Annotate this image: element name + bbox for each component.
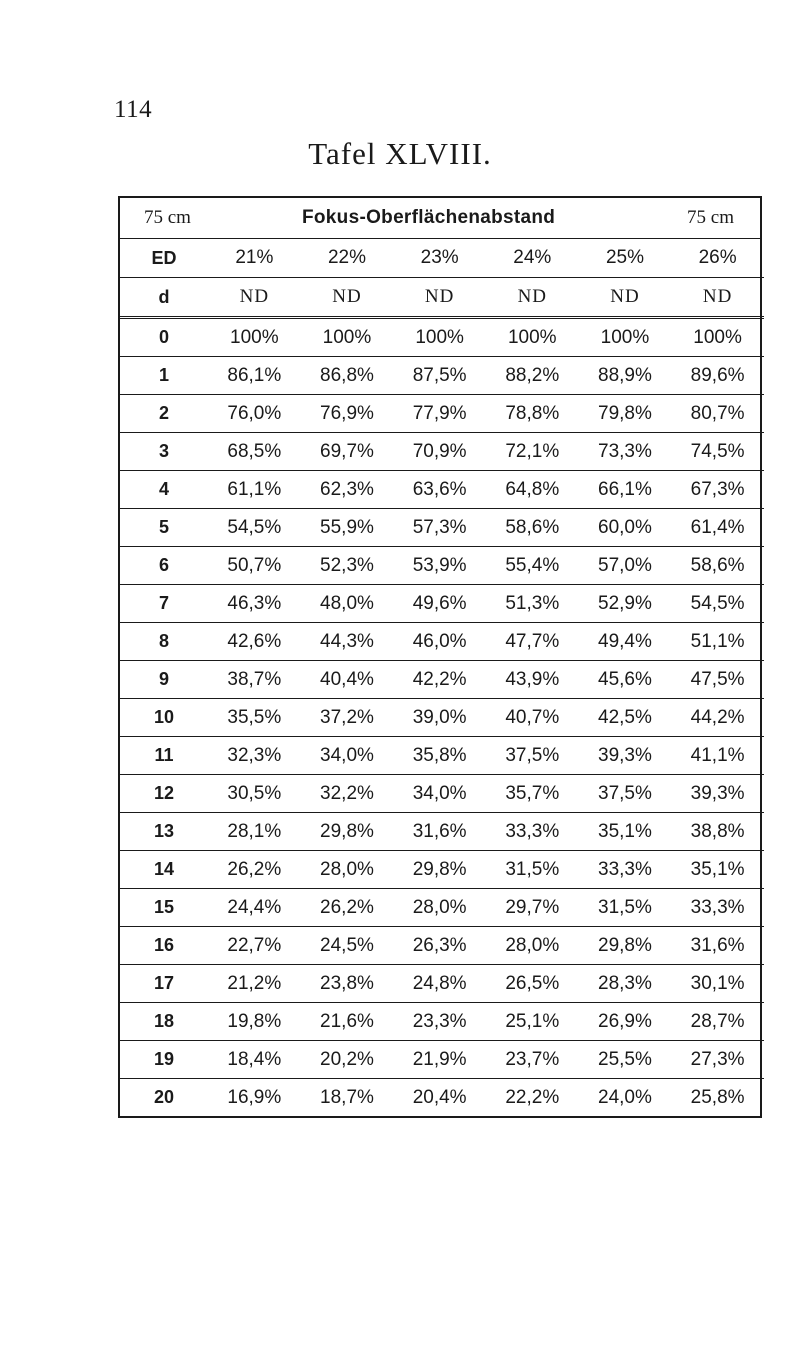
dose-cell: 73,3% [579,433,672,471]
dose-cell: 23,3% [393,1003,486,1041]
depth-cell: 12 [120,775,208,813]
dose-cell: 20,4% [412,1086,467,1108]
dose-cell: 35,5% [208,699,301,737]
dose-cell: 18,7% [320,1086,374,1108]
table-row [120,585,764,623]
dose-cell: 40,4% [301,661,394,699]
dose-cell: 35,1% [671,851,764,889]
depth-column-label: d [120,278,208,318]
dose-cell: 88,2% [486,357,579,395]
depth-cell: 20 [153,1087,175,1107]
depth-cell: 13 [120,813,208,851]
dose-cell: 32,3% [208,737,301,775]
dose-cell: 34,0% [301,737,394,775]
distance-label-left: 75 cm [144,207,191,228]
table-row [120,737,764,775]
dose-cell: 76,0% [208,395,301,433]
dose-cell: 88,9% [579,357,672,395]
distance-label-right: 75 cm [687,207,734,228]
dose-cell: 49,6% [393,585,486,623]
table-row [120,1041,764,1079]
ed-row [120,239,764,278]
dose-cell: 63,6% [393,471,486,509]
table-row [120,699,764,737]
dose-cell: 57,0% [579,547,672,585]
depth-cell: 19 [120,1041,208,1079]
dose-cell: 47,7% [486,623,579,661]
dose-cell: 23,7% [486,1041,579,1079]
dose-cell: 25,8% [690,1086,745,1108]
dose-cell: 43,9% [486,661,579,699]
dose-cell: 58,6% [486,509,579,547]
table-row [120,623,764,661]
depth-cell: 0 [120,318,208,357]
dose-cell: 57,3% [393,509,486,547]
ed-value: 22% [301,239,394,278]
dose-cell: 54,5% [208,509,301,547]
nd-label: ND [671,278,764,318]
dose-cell: 19,8% [208,1003,301,1041]
dose-cell: 100% [579,318,672,357]
nd-label: ND [393,278,486,318]
dose-cell: 100% [208,318,301,357]
depth-cell: 9 [120,661,208,699]
dose-cell: 46,0% [393,623,486,661]
dose-cell: 18,4% [208,1041,301,1079]
nd-label: ND [208,278,301,318]
dose-cell: 33,3% [579,851,672,889]
dose-cell: 25,1% [486,1003,579,1041]
dose-cell: 55,4% [486,547,579,585]
dose-cell: 55,9% [301,509,394,547]
dose-cell: 100% [486,318,579,357]
nd-label: ND [579,278,672,318]
dose-cell: 29,8% [579,927,672,965]
data-table-frame [118,196,762,1118]
dose-cell: 39,0% [393,699,486,737]
dose-cell: 31,5% [579,889,672,927]
dose-cell: 58,6% [671,547,764,585]
dose-cell: 24,5% [301,927,394,965]
dose-cell: 29,7% [486,889,579,927]
ed-value: 24% [486,239,579,278]
depth-cell: 6 [120,547,208,585]
dose-cell: 69,7% [301,433,394,471]
dose-cell: 77,9% [393,395,486,433]
dose-cell: 35,1% [579,813,672,851]
dose-cell: 21,2% [208,965,301,1003]
ed-value: 21% [208,239,301,278]
table-row [120,471,764,509]
dose-cell: 26,3% [393,927,486,965]
dose-cell: 100% [301,318,394,357]
dose-cell: 64,8% [486,471,579,509]
table-row [120,509,764,547]
dose-cell: 49,4% [579,623,672,661]
dose-cell: 31,5% [486,851,579,889]
depth-cell: 5 [120,509,208,547]
depth-cell: 10 [120,699,208,737]
dose-cell: 37,5% [579,775,672,813]
dose-cell: 28,7% [671,1003,764,1041]
dose-cell: 39,3% [579,737,672,775]
dose-cell: 35,7% [486,775,579,813]
dose-cell: 52,9% [579,585,672,623]
dose-cell: 28,0% [393,889,486,927]
depth-cell: 4 [120,471,208,509]
dose-cell: 22,7% [208,927,301,965]
table-row [120,889,764,927]
table-body [120,239,764,1116]
dose-cell: 80,7% [671,395,764,433]
dose-cell: 68,5% [208,433,301,471]
dose-cell: 35,8% [393,737,486,775]
table-row [120,965,764,1003]
dose-cell: 86,1% [208,357,301,395]
dose-cell: 28,3% [579,965,672,1003]
dose-cell: 48,0% [301,585,394,623]
table-row [120,318,764,357]
dose-cell: 26,2% [301,889,394,927]
dose-cell: 28,1% [208,813,301,851]
dose-cell: 21,9% [393,1041,486,1079]
dose-cell: 54,5% [671,585,764,623]
table-header-bar [120,198,760,239]
dose-cell: 45,6% [579,661,672,699]
dose-cell: 100% [393,318,486,357]
dose-cell: 47,5% [671,661,764,699]
dose-cell: 38,7% [208,661,301,699]
dose-cell: 52,3% [301,547,394,585]
depth-cell: 17 [120,965,208,1003]
dose-cell: 42,5% [579,699,672,737]
dose-cell: 87,5% [393,357,486,395]
dose-cell: 51,1% [671,623,764,661]
dose-cell: 41,1% [671,737,764,775]
dose-cell: 40,7% [486,699,579,737]
table-row [120,813,764,851]
dose-cell: 72,1% [486,433,579,471]
depth-cell: 11 [120,737,208,775]
nd-label: ND [301,278,394,318]
page-number: 114 [114,96,153,123]
dose-cell: 66,1% [579,471,672,509]
dose-cell: 62,3% [301,471,394,509]
dose-cell: 74,5% [671,433,764,471]
depth-cell: 2 [120,395,208,433]
dose-cell: 38,8% [671,813,764,851]
dose-cell: 33,3% [486,813,579,851]
dose-cell: 25,5% [579,1041,672,1079]
dose-cell: 39,3% [671,775,764,813]
table-row [120,927,764,965]
dose-cell: 86,8% [301,357,394,395]
dose-cell: 70,9% [393,433,486,471]
depth-cell: 16 [120,927,208,965]
ed-label: ED [120,239,208,278]
depth-cell: 15 [120,889,208,927]
dose-cell: 33,3% [671,889,764,927]
dose-cell: 20,2% [301,1041,394,1079]
dose-cell: 26,2% [208,851,301,889]
dose-cell: 53,9% [393,547,486,585]
table-row [120,433,764,471]
dose-cell: 79,8% [579,395,672,433]
dose-cell: 78,8% [486,395,579,433]
dose-cell: 61,4% [671,509,764,547]
dose-cell: 61,1% [208,471,301,509]
dose-cell: 44,2% [671,699,764,737]
ed-value: 26% [671,239,764,278]
dose-cell: 30,5% [208,775,301,813]
dose-cell: 44,3% [301,623,394,661]
dose-cell: 21,6% [301,1003,394,1041]
table-row [120,395,764,433]
dose-cell: 16,9% [227,1086,282,1108]
dose-cell: 22,2% [505,1086,560,1108]
ed-value: 25% [579,239,672,278]
dose-cell: 27,3% [671,1041,764,1079]
dose-cell: 34,0% [393,775,486,813]
page-title: Tafel XLVIII. [308,136,492,171]
dose-cell: 37,2% [301,699,394,737]
dose-cell: 60,0% [579,509,672,547]
table-row [120,1003,764,1041]
dose-cell: 76,9% [301,395,394,433]
dose-cell: 32,2% [301,775,394,813]
dose-cell: 28,0% [301,851,394,889]
dose-cell: 50,7% [208,547,301,585]
data-table [120,239,764,1116]
dose-cell: 29,8% [301,813,394,851]
dose-cell: 46,3% [208,585,301,623]
ed-value: 23% [393,239,486,278]
dose-cell: 51,3% [486,585,579,623]
table-row [120,547,764,585]
dose-cell: 42,6% [208,623,301,661]
depth-cell: 14 [120,851,208,889]
dose-cell: 23,8% [301,965,394,1003]
table-row [120,775,764,813]
dose-cell: 100% [671,318,764,357]
dose-cell: 24,0% [598,1086,652,1108]
dose-cell: 28,0% [486,927,579,965]
table-caption: Fokus-Oberflächenabstand [302,207,556,228]
nd-row [120,278,764,318]
dose-cell: 29,8% [393,851,486,889]
depth-cell: 8 [120,623,208,661]
dose-cell: 26,5% [486,965,579,1003]
table-row [120,851,764,889]
table-row [120,661,764,699]
table-row [120,357,764,395]
dose-cell: 37,5% [486,737,579,775]
dose-cell: 24,8% [393,965,486,1003]
dose-cell: 31,6% [671,927,764,965]
dose-cell: 31,6% [393,813,486,851]
dose-cell: 67,3% [671,471,764,509]
table-row [120,1079,764,1117]
dose-cell: 89,6% [671,357,764,395]
depth-cell: 3 [120,433,208,471]
depth-cell: 1 [120,357,208,395]
dose-cell: 42,2% [393,661,486,699]
nd-label: ND [486,278,579,318]
dose-cell: 30,1% [671,965,764,1003]
dose-cell: 24,4% [208,889,301,927]
dose-cell: 26,9% [579,1003,672,1041]
depth-cell: 18 [120,1003,208,1041]
depth-cell: 7 [120,585,208,623]
